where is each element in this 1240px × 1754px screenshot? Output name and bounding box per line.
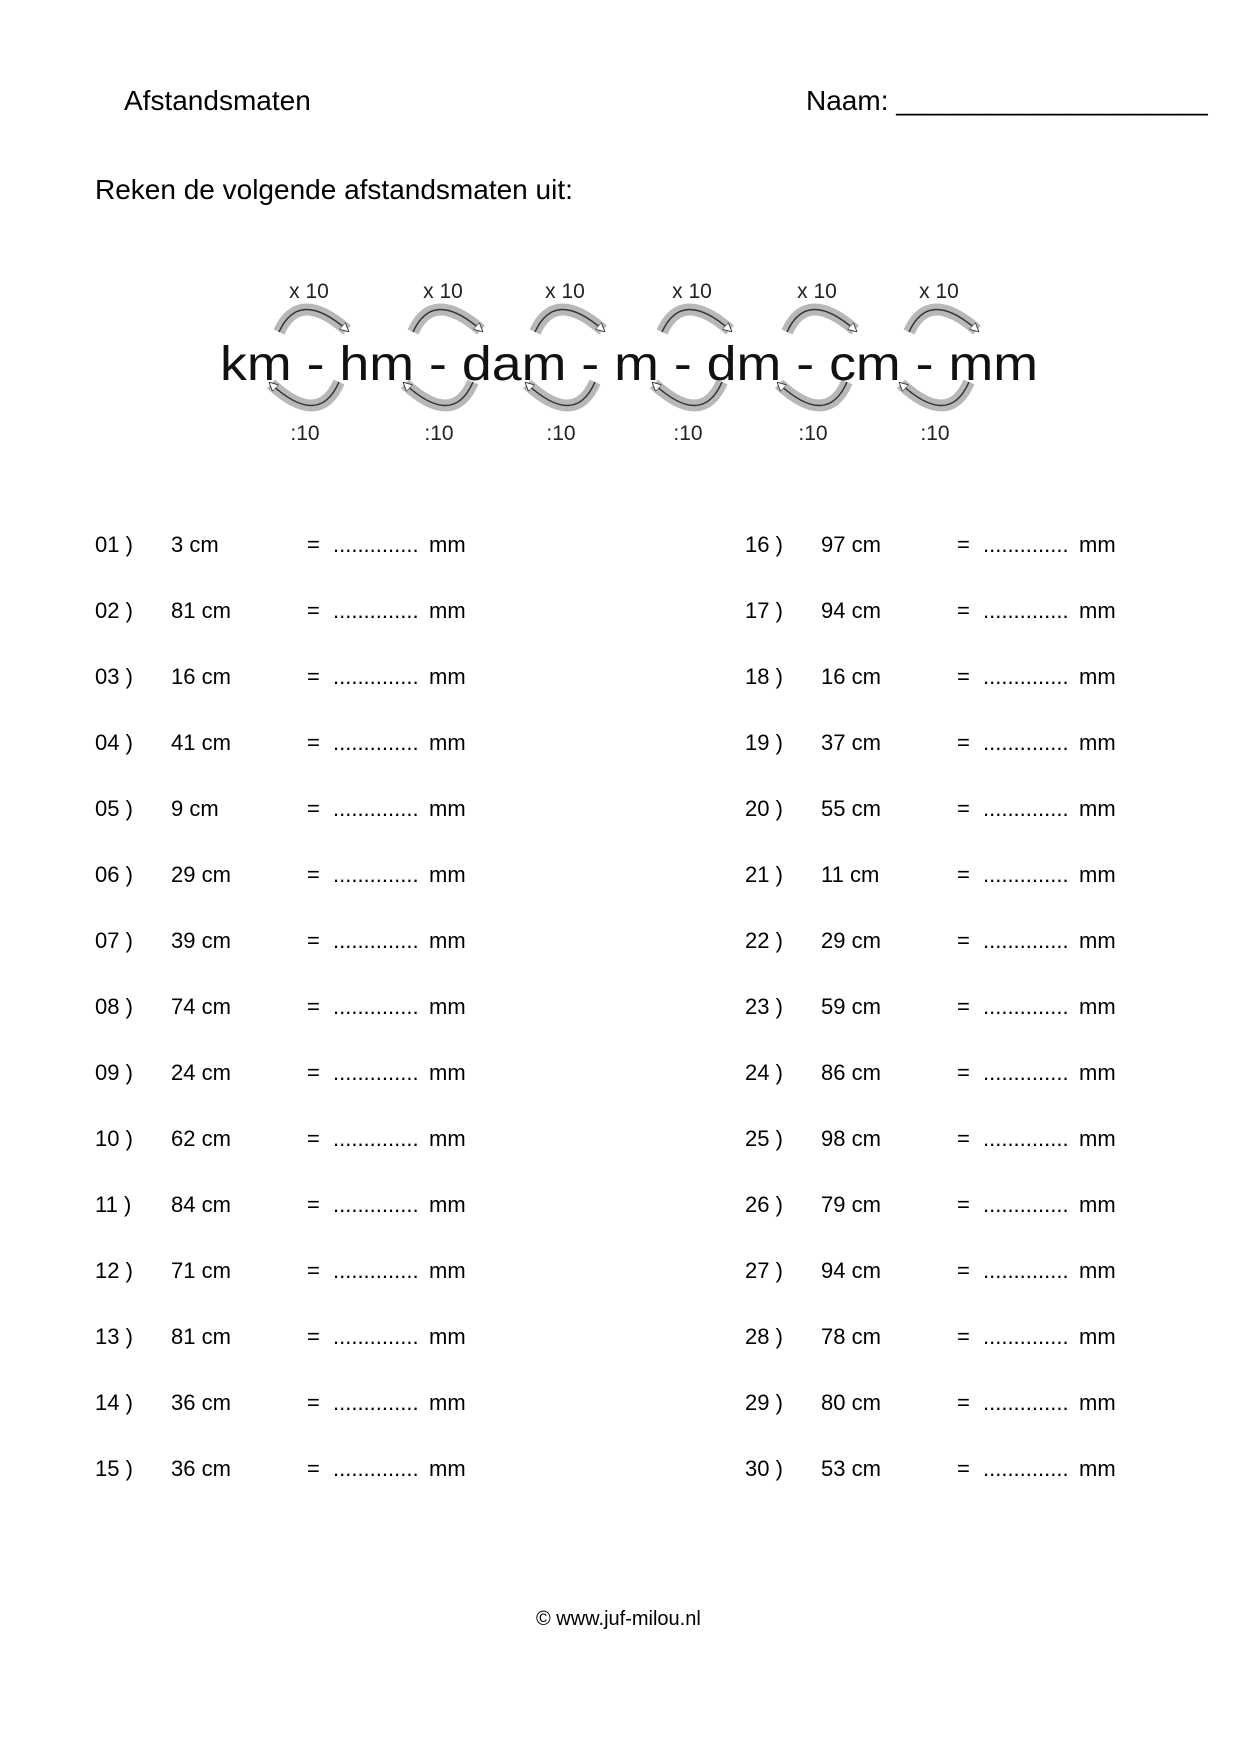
- exercise-quantity: 81 cm: [171, 1324, 231, 1349]
- divide-label-5: :10: [798, 422, 828, 445]
- name-field[interactable]: [806, 85, 1208, 117]
- answer-unit: mm: [429, 532, 466, 557]
- exercise-quantity: 94 cm: [821, 1258, 881, 1283]
- exercise-row: [95, 1390, 495, 1420]
- multiply-label-6: x 10: [919, 280, 959, 303]
- exercise-quantity: 11 cm: [821, 862, 880, 887]
- answer-unit: mm: [1079, 664, 1116, 689]
- multiply-label-1: x 10: [289, 280, 329, 303]
- exercise-number: 19 ): [745, 730, 783, 755]
- answer-blank[interactable]: ..............: [333, 598, 419, 623]
- answer-blank[interactable]: ..............: [333, 796, 419, 821]
- answer-blank[interactable]: ..............: [983, 862, 1069, 887]
- equals-sign: =: [307, 1060, 320, 1085]
- answer-unit: mm: [1079, 862, 1116, 887]
- exercise-number: 06 ): [95, 862, 133, 887]
- name-blank-line[interactable]: ____________________: [896, 85, 1208, 116]
- exercise-row: [745, 994, 1145, 1024]
- answer-blank[interactable]: ..............: [333, 664, 419, 689]
- answer-unit: mm: [1079, 1258, 1116, 1283]
- answer-unit: mm: [1079, 1390, 1116, 1415]
- equals-sign: =: [307, 1390, 320, 1415]
- exercise-row: [95, 1060, 495, 1090]
- multiply-arrow-2: [413, 309, 481, 332]
- answer-unit: mm: [429, 1390, 466, 1415]
- exercise-quantity: 36 cm: [171, 1390, 231, 1415]
- exercise-row: [745, 862, 1145, 892]
- exercise-row: [95, 1126, 495, 1156]
- exercise-row: [745, 1456, 1145, 1486]
- answer-unit: mm: [429, 1324, 466, 1349]
- equals-sign: =: [957, 532, 970, 557]
- equals-sign: =: [307, 928, 320, 953]
- exercise-number: 27 ): [745, 1258, 783, 1283]
- answer-unit: mm: [429, 862, 466, 887]
- answer-blank[interactable]: ..............: [983, 532, 1069, 557]
- answer-unit: mm: [1079, 1060, 1116, 1085]
- equals-sign: =: [957, 862, 970, 887]
- exercise-number: 24 ): [745, 1060, 783, 1085]
- divide-label-1: :10: [290, 422, 320, 445]
- exercise-row: [745, 598, 1145, 628]
- exercise-number: 23 ): [745, 994, 783, 1019]
- exercise-quantity: 79 cm: [821, 1192, 881, 1217]
- equals-sign: =: [307, 862, 320, 887]
- exercise-row: [745, 1390, 1145, 1420]
- equals-sign: =: [307, 532, 320, 557]
- answer-blank[interactable]: ..............: [333, 1192, 419, 1217]
- exercise-number: 25 ): [745, 1126, 783, 1151]
- answer-unit: mm: [429, 1192, 466, 1217]
- exercise-number: 21 ): [745, 862, 783, 887]
- multiply-arrow-1: [279, 309, 347, 332]
- equals-sign: =: [307, 994, 320, 1019]
- exercise-number: 22 ): [745, 928, 783, 953]
- answer-blank[interactable]: ..............: [333, 1126, 419, 1151]
- exercise-row: [745, 532, 1145, 562]
- answer-blank[interactable]: ..............: [983, 994, 1069, 1019]
- exercise-quantity: 81 cm: [171, 598, 231, 623]
- exercise-number: 05 ): [95, 796, 133, 821]
- exercise-row: [745, 730, 1145, 760]
- answer-unit: mm: [429, 1126, 466, 1151]
- answer-blank[interactable]: ..............: [983, 1126, 1069, 1151]
- equals-sign: =: [957, 1456, 970, 1481]
- exercise-quantity: 9 cm: [171, 796, 219, 821]
- answer-blank[interactable]: ..............: [333, 1390, 419, 1415]
- answer-blank[interactable]: ..............: [333, 730, 419, 755]
- exercise-row: [95, 1456, 495, 1486]
- equals-sign: =: [307, 1258, 320, 1283]
- instruction-text: Reken de volgende afstandsmaten uit:: [95, 174, 573, 205]
- exercise-number: 03 ): [95, 664, 133, 689]
- exercise-row: [95, 730, 495, 760]
- exercise-row: [745, 1126, 1145, 1156]
- equals-sign: =: [307, 1456, 320, 1481]
- exercise-number: 14 ): [95, 1390, 133, 1415]
- equals-sign: =: [307, 1126, 320, 1151]
- exercise-row: [745, 1060, 1145, 1090]
- exercise-quantity: 24 cm: [171, 1060, 231, 1085]
- divide-label-6: :10: [920, 422, 950, 445]
- exercise-row: [95, 796, 495, 826]
- exercise-number: 11 ): [95, 1192, 132, 1217]
- exercise-quantity: 29 cm: [171, 862, 231, 887]
- equals-sign: =: [957, 730, 970, 755]
- exercise-quantity: 36 cm: [171, 1456, 231, 1481]
- exercise-quantity: 62 cm: [171, 1126, 231, 1151]
- answer-unit: mm: [1079, 928, 1116, 953]
- exercise-row: [95, 862, 495, 892]
- exercise-quantity: 39 cm: [171, 928, 231, 953]
- answer-blank[interactable]: ..............: [983, 730, 1069, 755]
- exercise-number: 17 ): [745, 598, 783, 623]
- answer-unit: mm: [429, 1456, 466, 1481]
- exercise-row: [745, 1192, 1145, 1222]
- exercise-number: 15 ): [95, 1456, 133, 1481]
- exercise-row: [745, 1324, 1145, 1354]
- answer-unit: mm: [429, 928, 466, 953]
- exercise-row: [95, 598, 495, 628]
- divide-label-3: :10: [546, 422, 576, 445]
- exercise-quantity: 53 cm: [821, 1456, 881, 1481]
- answer-unit: mm: [1079, 994, 1116, 1019]
- exercise-quantity: 78 cm: [821, 1324, 881, 1349]
- answer-blank[interactable]: ..............: [983, 1456, 1069, 1481]
- answer-unit: mm: [429, 796, 466, 821]
- exercise-row: [745, 796, 1145, 826]
- exercise-number: 26 ): [745, 1192, 783, 1217]
- exercise-number: 18 ): [745, 664, 783, 689]
- exercise-quantity: 3 cm: [171, 532, 219, 557]
- exercise-row: [95, 1324, 495, 1354]
- equals-sign: =: [307, 730, 320, 755]
- equals-sign: =: [957, 664, 970, 689]
- exercise-number: 13 ): [95, 1324, 133, 1349]
- exercise-quantity: 94 cm: [821, 598, 881, 623]
- equals-sign: =: [957, 928, 970, 953]
- equals-sign: =: [957, 1390, 970, 1415]
- equals-sign: =: [957, 598, 970, 623]
- multiply-arrow-6: [909, 309, 977, 332]
- answer-blank[interactable]: ..............: [983, 1258, 1069, 1283]
- answer-unit: mm: [1079, 1126, 1116, 1151]
- equals-sign: =: [957, 1060, 970, 1085]
- worksheet-title: Afstandsmaten: [124, 85, 311, 116]
- answer-blank[interactable]: ..............: [983, 1390, 1069, 1415]
- equals-sign: =: [957, 1192, 970, 1217]
- answer-blank[interactable]: ..............: [333, 1456, 419, 1481]
- exercise-quantity: 16 cm: [171, 664, 231, 689]
- equals-sign: =: [957, 1126, 970, 1151]
- exercise-row: [95, 928, 495, 958]
- unit-conversion-diagram: [0, 270, 1240, 460]
- divide-label-4: :10: [673, 422, 703, 445]
- answer-unit: mm: [1079, 730, 1116, 755]
- exercise-number: 29 ): [745, 1390, 783, 1415]
- name-label: Naam:: [806, 85, 889, 116]
- multiply-arrow-4: [662, 309, 730, 332]
- answer-unit: mm: [1079, 532, 1116, 557]
- answer-blank[interactable]: ..............: [333, 1060, 419, 1085]
- answer-unit: mm: [429, 598, 466, 623]
- exercise-number: 07 ): [95, 928, 133, 953]
- exercise-number: 12 ): [95, 1258, 133, 1283]
- equals-sign: =: [307, 1324, 320, 1349]
- exercise-quantity: 37 cm: [821, 730, 881, 755]
- exercise-quantity: 29 cm: [821, 928, 881, 953]
- answer-blank[interactable]: ..............: [983, 1192, 1069, 1217]
- exercise-quantity: 98 cm: [821, 1126, 881, 1151]
- multiply-arrow-3: [535, 309, 603, 332]
- exercise-quantity: 71 cm: [171, 1258, 231, 1283]
- exercise-row: [745, 664, 1145, 694]
- exercise-number: 10 ): [95, 1126, 133, 1151]
- answer-unit: mm: [429, 1060, 466, 1085]
- answer-blank[interactable]: ..............: [333, 928, 419, 953]
- answer-unit: mm: [429, 664, 466, 689]
- exercise-row: [95, 1258, 495, 1288]
- multiply-label-4: x 10: [672, 280, 712, 303]
- answer-blank[interactable]: ..............: [333, 532, 419, 557]
- equals-sign: =: [307, 598, 320, 623]
- answer-blank[interactable]: ..............: [983, 796, 1069, 821]
- answer-unit: mm: [429, 1258, 466, 1283]
- exercise-number: 04 ): [95, 730, 133, 755]
- answer-blank[interactable]: ..............: [983, 1324, 1069, 1349]
- copyright-footer: © www.juf-milou.nl: [536, 1608, 701, 1630]
- answer-blank[interactable]: ..............: [333, 1324, 419, 1349]
- answer-blank[interactable]: ..............: [983, 928, 1069, 953]
- exercise-number: 30 ): [745, 1456, 783, 1481]
- exercise-quantity: 97 cm: [821, 532, 881, 557]
- equals-sign: =: [957, 1258, 970, 1283]
- exercise-number: 08 ): [95, 994, 133, 1019]
- answer-unit: mm: [429, 994, 466, 1019]
- units-line: km - hm - dam - m - dm - cm - mm: [220, 338, 1038, 391]
- answer-blank[interactable]: ..............: [983, 664, 1069, 689]
- exercise-row: [95, 994, 495, 1024]
- answer-unit: mm: [1079, 1324, 1116, 1349]
- answer-blank[interactable]: ..............: [333, 862, 419, 887]
- exercise-quantity: 41 cm: [171, 730, 231, 755]
- exercise-row: [745, 1258, 1145, 1288]
- exercise-quantity: 80 cm: [821, 1390, 881, 1415]
- exercise-number: 16 ): [745, 532, 783, 557]
- exercise-quantity: 16 cm: [821, 664, 881, 689]
- answer-unit: mm: [1079, 796, 1116, 821]
- answer-blank[interactable]: ..............: [333, 994, 419, 1019]
- exercise-number: 20 ): [745, 796, 783, 821]
- equals-sign: =: [307, 664, 320, 689]
- equals-sign: =: [307, 796, 320, 821]
- exercise-row: [95, 664, 495, 694]
- exercise-number: 09 ): [95, 1060, 133, 1085]
- exercise-quantity: 74 cm: [171, 994, 231, 1019]
- multiply-label-5: x 10: [797, 280, 837, 303]
- exercise-number: 28 ): [745, 1324, 783, 1349]
- divide-label-2: :10: [424, 422, 454, 445]
- exercise-quantity: 55 cm: [821, 796, 881, 821]
- exercise-quantity: 84 cm: [171, 1192, 231, 1217]
- answer-blank[interactable]: ..............: [983, 598, 1069, 623]
- exercise-row: [95, 1192, 495, 1222]
- exercise-number: 02 ): [95, 598, 133, 623]
- equals-sign: =: [957, 994, 970, 1019]
- answer-unit: mm: [429, 730, 466, 755]
- multiply-label-3: x 10: [545, 280, 585, 303]
- equals-sign: =: [307, 1192, 320, 1217]
- answer-unit: mm: [1079, 1192, 1116, 1217]
- exercise-row: [745, 928, 1145, 958]
- equals-sign: =: [957, 1324, 970, 1349]
- exercise-number: 01 ): [95, 532, 133, 557]
- multiply-arrow-5: [787, 309, 855, 332]
- exercise-row: [95, 532, 495, 562]
- exercise-quantity: 59 cm: [821, 994, 881, 1019]
- answer-unit: mm: [1079, 598, 1116, 623]
- multiply-label-2: x 10: [423, 280, 463, 303]
- answer-blank[interactable]: ..............: [333, 1258, 419, 1283]
- answer-blank[interactable]: ..............: [983, 1060, 1069, 1085]
- answer-unit: mm: [1079, 1456, 1116, 1481]
- equals-sign: =: [957, 796, 970, 821]
- exercise-quantity: 86 cm: [821, 1060, 881, 1085]
